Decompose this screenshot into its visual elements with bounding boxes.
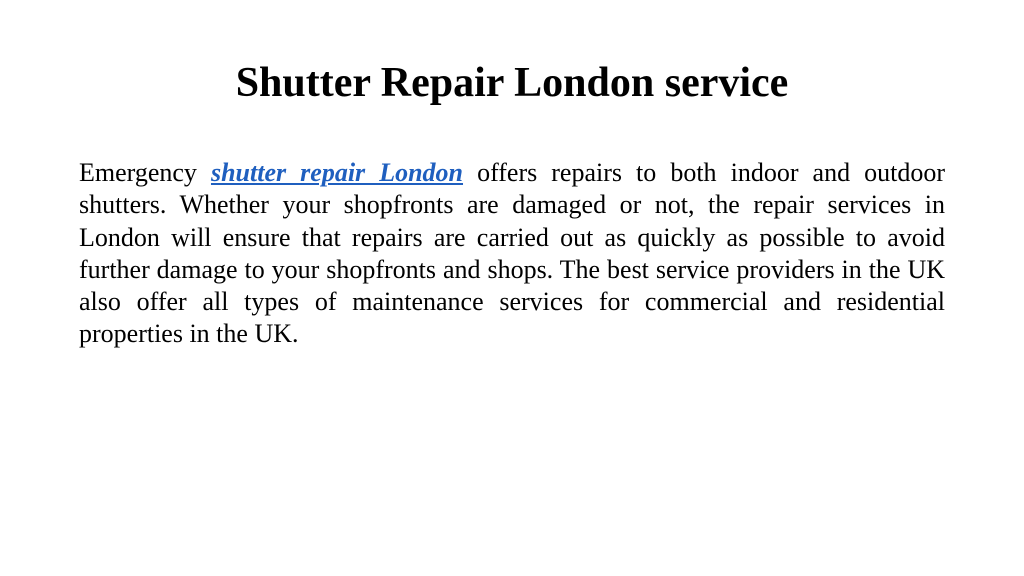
body-paragraph: [79, 157, 945, 351]
slide-title: Shutter Repair London service: [235, 60, 789, 106]
paragraph-text-after-link: offers repairs to both indoor and outdoor shutters. Whether your shopfronts are damaged or not, the repair services in London will ensure that repairs are carried out as quickly as possible to avoid further damage to your shopfronts and shops. The best service providers in the UK also offer all types of maintenance services for commercial and residential properties in the UK.: [79, 158, 945, 349]
shutter-repair-london-link[interactable]: shutter repair London: [210, 158, 464, 187]
paragraph-text-before-link: Emergency: [79, 158, 211, 187]
